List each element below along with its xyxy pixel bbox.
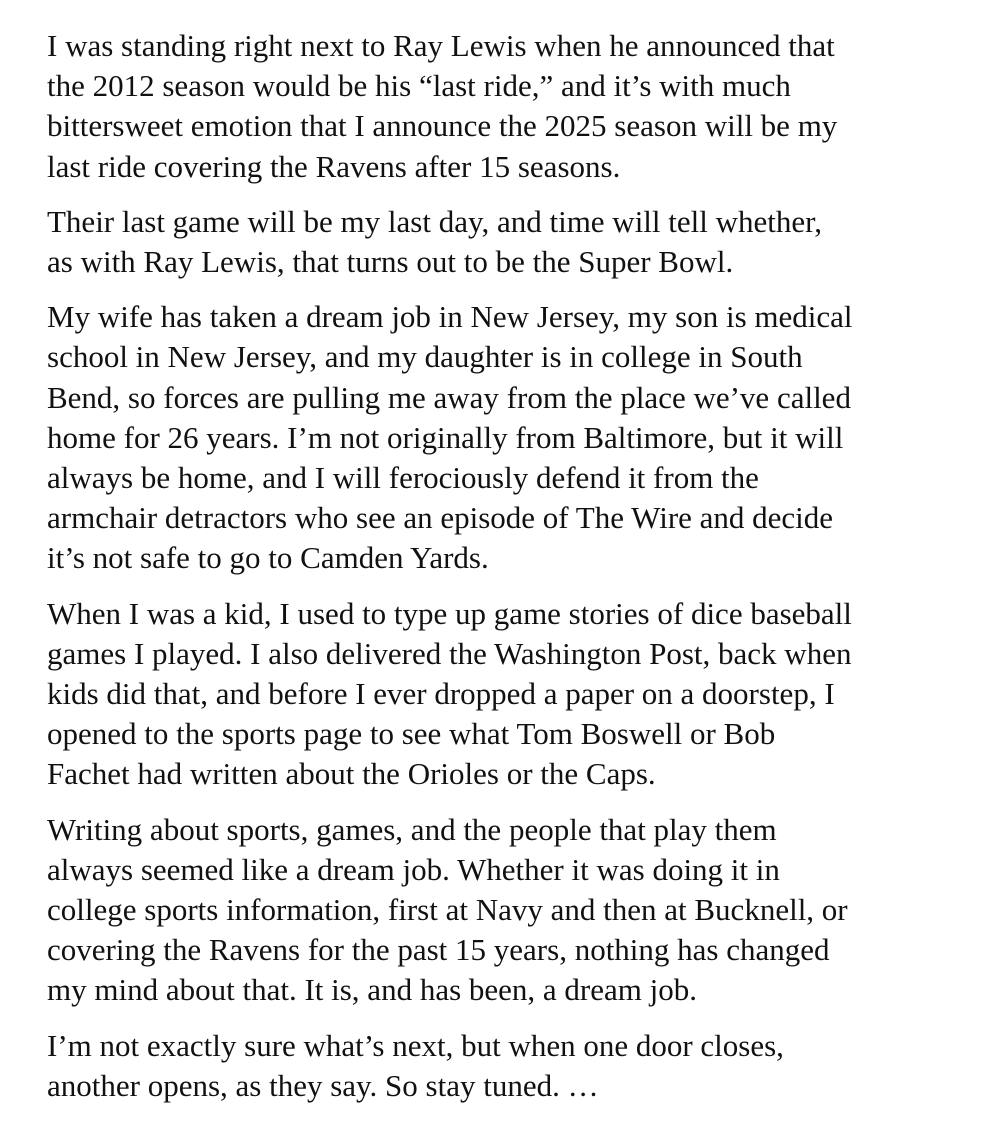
paragraph-childhood: When I was a kid, I used to type up game stories of dice baseball games I played. I also delivered the Washington Post, back when kids did that, and before I ever dropped a paper on a doorstep, I opened to the sports page to see what Tom Boswell or Bob Fachet had written about the Orioles or the Caps. xyxy=(47,595,852,792)
paragraph-last-day: Their last game will be my last day, and time will tell whether, as with Ray Lewis, that turns out to be the Super Bowl. xyxy=(47,203,822,280)
paragraph-last-ride: I was standing right next to Ray Lewis when he announced that the 2012 season would be his “last ride,” and it’s with much bittersweet emotion that I announce the 2025 season will be my last ride covering the Ravens after 15 seasons. xyxy=(47,28,838,184)
article-body xyxy=(47,26,957,1106)
paragraph-whats-next: I’m not exactly sure what’s next, but when one door closes, another opens, as they say. So stay tuned. … xyxy=(47,1027,784,1103)
paragraph-dream-job: Writing about sports, games, and the people that play them always seemed like a dream job. Whether it was doing it in college sports information, first at Navy and then at Bucknell, or covering the Ravens for the past 15 years, nothing has changed my mind about that. It is, and has been, a dream job. xyxy=(47,811,848,1008)
paragraph-family-move: My wife has taken a dream job in New Jersey, my son is medical school in New Jersey, and my daughter is in college in South Bend, so forces are pulling me away from the place we’ve called home for 26 years. I’m not originally from Baltimore, but it will always be home, and I will ferociously defend it from the armchair detractors who see an episode of The Wire and decide it’s not safe to go to Camden Yards. xyxy=(47,299,853,576)
